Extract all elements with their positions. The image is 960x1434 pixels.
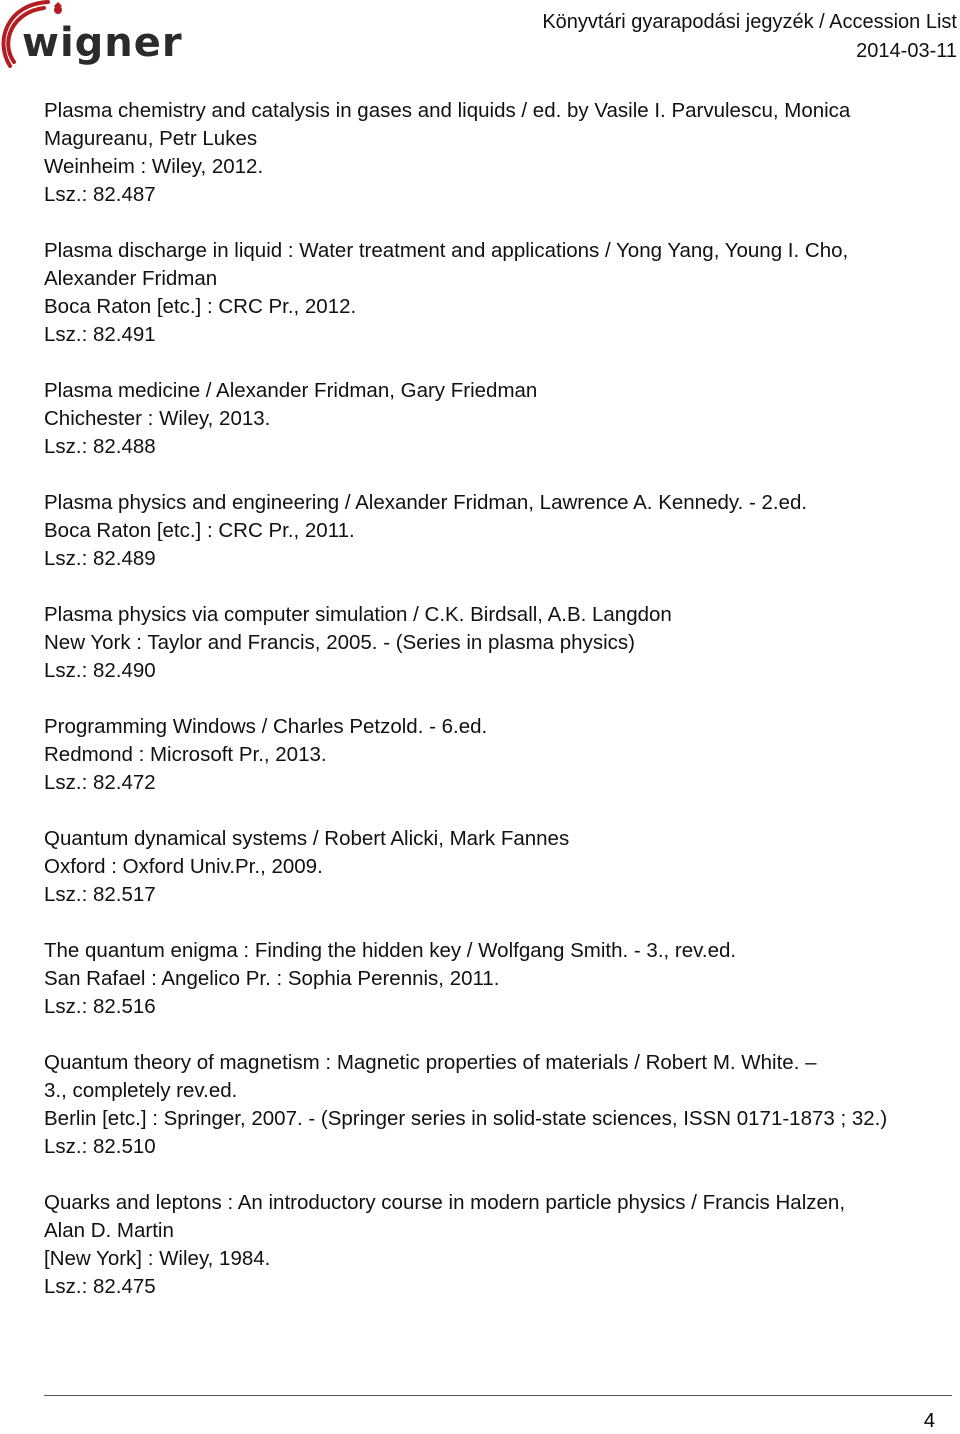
entry-6 [44, 713, 944, 797]
entry-line: Plasma physics and engineering / Alexander Fridman, Lawrence A. Kennedy. - 2.ed. [44, 491, 808, 514]
entry-line: Plasma discharge in liquid : Water treatment and applications / Yong Yang, Young I. Cho, [44, 239, 849, 262]
entry-line: Lsz.: 82.472 [44, 771, 156, 794]
entry-line: Plasma medicine / Alexander Fridman, Gary Friedman [44, 379, 538, 402]
footer-divider [44, 1395, 952, 1396]
entry-line: Magureanu, Petr Lukes [44, 127, 258, 150]
header-title: Könyvtári gyarapodási jegyzék / Accession List [542, 11, 957, 33]
entry-line: Weinheim : Wiley, 2012. [44, 155, 264, 178]
logo-text: wigner [22, 20, 183, 66]
entry-10 [44, 1189, 944, 1301]
entry-line: Plasma chemistry and catalysis in gases and liquids / ed. by Vasile I. Parvulescu, Monica [44, 99, 851, 122]
accession-list [44, 97, 944, 1329]
entry-line: Lsz.: 82.487 [44, 183, 156, 206]
header [542, 8, 957, 66]
entry-4 [44, 489, 944, 573]
entry-line: Chichester : Wiley, 2013. [44, 407, 271, 430]
entry-2 [44, 237, 944, 349]
entry-3 [44, 377, 944, 461]
entry-line: [New York] : Wiley, 1984. [44, 1247, 271, 1270]
entry-line: Lsz.: 82.489 [44, 547, 156, 570]
entry-line: Berlin [etc.] : Springer, 2007. - (Springer series in solid-state sciences, ISSN 0171-1873 ; 32.) [44, 1107, 888, 1130]
entry-line: Lsz.: 82.491 [44, 323, 156, 346]
entry-line: Quarks and leptons : An introductory course in modern particle physics / Francis Halzen, [44, 1191, 846, 1214]
header-date: 2014-03-11 [856, 40, 957, 62]
entry-line: Lsz.: 82.490 [44, 659, 156, 682]
entry-line: Redmond : Microsoft Pr., 2013. [44, 743, 327, 766]
entry-7 [44, 825, 944, 909]
entry-line: Boca Raton [etc.] : CRC Pr., 2011. [44, 519, 355, 542]
entry-line: The quantum enigma : Finding the hidden key / Wolfgang Smith. - 3., rev.ed. [44, 939, 737, 962]
entry-line: Boca Raton [etc.] : CRC Pr., 2012. [44, 295, 357, 318]
entry-line: Programming Windows / Charles Petzold. - 6.ed. [44, 715, 488, 738]
entry-line: Lsz.: 82.510 [44, 1135, 156, 1158]
entry-line: San Rafael : Angelico Pr. : Sophia Perennis, 2011. [44, 967, 500, 990]
entry-line: Lsz.: 82.475 [44, 1275, 156, 1298]
entry-line: Lsz.: 82.517 [44, 883, 156, 906]
entry-line: Lsz.: 82.488 [44, 435, 156, 458]
entry-5 [44, 601, 944, 685]
wigner-logo [0, 0, 200, 74]
entry-8 [44, 937, 944, 1021]
entry-line: Quantum theory of magnetism : Magnetic properties of materials / Robert M. White. – [44, 1051, 817, 1074]
entry-line: Alexander Fridman [44, 267, 218, 290]
entry-line: Plasma physics via computer simulation / C.K. Birdsall, A.B. Langdon [44, 603, 672, 626]
entry-line: Quantum dynamical systems / Robert Alicki, Mark Fannes [44, 827, 570, 850]
entry-1 [44, 97, 944, 209]
entry-line: New York : Taylor and Francis, 2005. - (Series in plasma physics) [44, 631, 635, 654]
entry-line: Lsz.: 82.516 [44, 995, 156, 1018]
entry-line: 3., completely rev.ed. [44, 1079, 238, 1102]
entry-line: Alan D. Martin [44, 1219, 174, 1242]
entry-line: Oxford : Oxford Univ.Pr., 2009. [44, 855, 323, 878]
entry-9 [44, 1049, 944, 1161]
page-number: 4 [923, 1410, 935, 1432]
